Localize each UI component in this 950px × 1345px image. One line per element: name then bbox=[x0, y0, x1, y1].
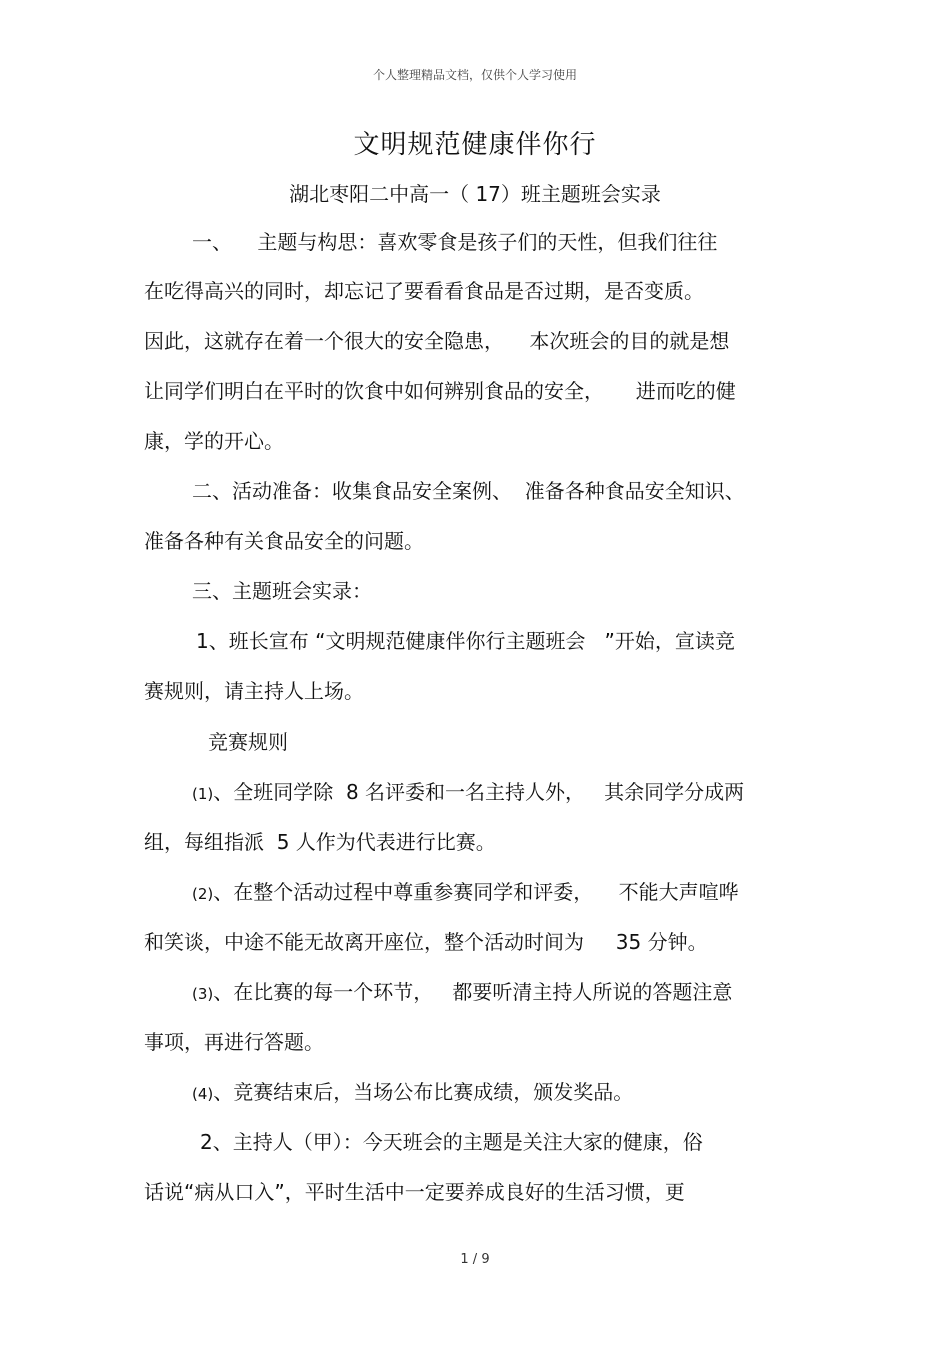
text-line: 因此，这就存在着一个很大的安全隐患， 本次班会的目的就是想 bbox=[144, 329, 730, 353]
text-line: 准备各种有关食品安全的问题。 bbox=[144, 529, 424, 553]
text-line: 事项，再进行答题。 bbox=[144, 1030, 324, 1054]
rule-line bbox=[192, 1078, 633, 1108]
header-note: 个人整理精品文档，仅供个人学习使用 bbox=[372, 68, 577, 82]
rule-text: 、全班同学除 8 名评委和一名主持人外， 其余同学分成两 bbox=[213, 780, 745, 804]
rule-text: 、在比赛的每一个环节， 都要听清主持人所说的答题注意 bbox=[213, 980, 733, 1004]
text-line: 赛规则，请主持人上场。 bbox=[144, 679, 364, 703]
text-line: 话说“病从口入”，平时生活中一定要养成良好的生活习惯，更 bbox=[144, 1180, 685, 1204]
rule-line bbox=[192, 778, 744, 808]
text-line: 在吃得高兴的同时，却忘记了要看看食品是否过期，是否变质。 bbox=[144, 279, 704, 303]
document-title: 文明规范健康伴你行 bbox=[353, 130, 597, 160]
rule-line bbox=[192, 978, 732, 1008]
text-line: 康，学的开心。 bbox=[144, 429, 284, 453]
text-line: 组，每组指派 5 人作为代表进行比赛。 bbox=[144, 830, 496, 854]
text-line: 2、主持人（甲）：今天班会的主题是关注大家的健康，俗 bbox=[200, 1130, 703, 1154]
document-subtitle: 湖北枣阳二中高一（ 17）班主题班会实录 bbox=[289, 182, 661, 206]
rule-text: 、竞赛结束后，当场公布比赛成绩，颁发奖品。 bbox=[213, 1080, 634, 1104]
rule-marker: (4) bbox=[192, 1085, 214, 1103]
text-line: 二、活动准备：收集食品安全案例、 准备各种食品安全知识、 bbox=[192, 479, 745, 503]
page-number: 1 / 9 bbox=[460, 1252, 490, 1267]
text-line: 竞赛规则 bbox=[208, 730, 288, 754]
text-line: 一、 主题与构思：喜欢零食是孩子们的天性，但我们往往 bbox=[192, 230, 718, 254]
rule-line bbox=[192, 878, 739, 908]
rule-text: 、在整个活动过程中尊重参赛同学和评委， 不能大声喧哗 bbox=[213, 880, 739, 904]
rule-marker: (1) bbox=[192, 785, 214, 803]
rule-marker: (3) bbox=[192, 985, 214, 1003]
text-line: 三、主题班会实录： bbox=[192, 579, 372, 603]
text-line: 和笑谈，中途不能无故离开座位，整个活动时间为 35 分钟。 bbox=[144, 930, 708, 954]
text-line: 让同学们明白在平时的饮食中如何辨别食品的安全， 进而吃的健 bbox=[144, 379, 736, 403]
rule-marker: (2) bbox=[192, 885, 214, 903]
text-line: 1、班长宣布 “文明规范健康伴你行主题班会 ”开始，宣读竞 bbox=[196, 629, 735, 653]
